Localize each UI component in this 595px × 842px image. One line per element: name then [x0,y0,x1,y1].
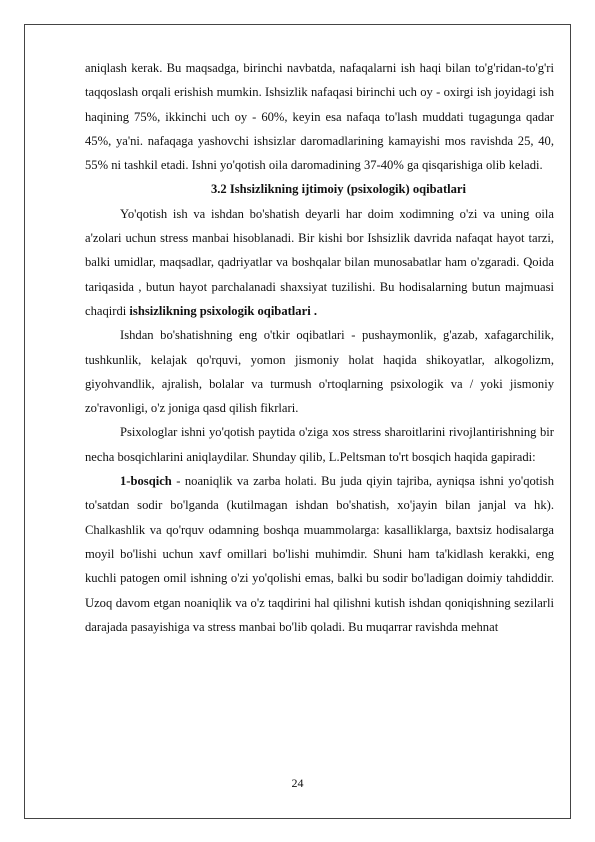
paragraph-stages-intro: Psixologlar ishni yo'qotish paytida o'ziga xos stress sharoitlarini rivojlantirishning bir necha bosqichlarini aniqlaydilar. Shunday qilib, L.Peltsman to'rt bosqich haqida gapiradi: [85,425,554,464]
bold-term: ishsizlikning psixologik oqibatlari . [129,303,317,318]
paragraph-stage-1 [85,469,554,639]
section-heading: 3.2 Ishsizlikning ijtimoiy (psixologik) oqibatlari [210,182,467,197]
paragraph-consequences: Ishdan bo'shatishning eng o'tkir oqibatlari - pushaymonlik, g'azab, xafagarchilik, tushkunlik, kelajak qo'rquvi, yomon jismoniy holat haqida shikoyatlar, alkogolizm, giyohvandlik, ajralish, bolalar va turmush o'rtoqlarning psixologik va / yoki jismoniy zo'ravonligi, o'z joniga qasd qilish fikrlari. [85,328,554,416]
page-number: 24 [291,776,304,790]
paragraph-text: - noaniqlik va zarba holati. Bu juda qiyin tajriba, ayniqsa ishni yo'qotish to'satdan sodir bo'lganda (kutilmagan ishdan bo'shatish, xo'jayin bilan janjal va hk). Chalkashlik va qo'rquv odamning boshqa muammolarga: kasalliklarga, baxtsiz hodisalarga moyil bo'lishi uchun xavf omillari bo'lishi muhimdir. Shuni ham ta'kidlash kerakki, eng kuchli patogen omil ishning o'zi yo'qolishi emas, balki bu sodir bo'ladigan doimiy tahdiddir. Uzoq davom etgan noaniqlik va o'z taqdirini hal qilishni kutish ishdan qoniqishning sezilarli darajada pasayishiga va stress manbai bo'lib qoladi. Bu muqarrar ravishda mehnat [85,474,554,634]
paragraph-text: Yo'qotish ish va ishdan bo'shatish deyarli har doim xodimning o'zi va uning oila a'zolari uchun stress manbai hisoblanadi. Bir kishi bor Ishsizlik davrida nafaqat hayot tarzi, balki umidlar, maqsadlar, qadriyatlar va boshqalar bilan munosabatlar ham o'zgaradi. Qoida tariqasida , butun hayot parchalanadi shaxsiyat tuzilishi. Bu hodisalarning butun majmuasi chaqirdi [85,206,554,318]
paragraph-continuation: aniqlash kerak. Bu maqsadga, birinchi navbatda, nafaqalarni ish haqi bilan to'g'ridan-to'g'ri taqqoslash orqali erishish mumkin. Ishsizlik nafaqasi birinchi uch oy - oxirgi ish joyidagi ish haqining 75%, ikkinchi uch oy - 60%, keyin esa nafaqa to'lash muddati tugagunga qadar 45%, ya'ni. nafaqaga yashovchi ishsizlar daromadlarining kamayishi mos ravishda 25, 40, 55% ni tashkil etadi. Ishni yo'qotish oila daromadining 37-40% ga qisqarishiga olib keladi. [85,61,554,173]
stage-label: 1-bosqich [120,474,172,489]
document-body [85,56,554,639]
paragraph-job-loss-stress [85,202,554,323]
